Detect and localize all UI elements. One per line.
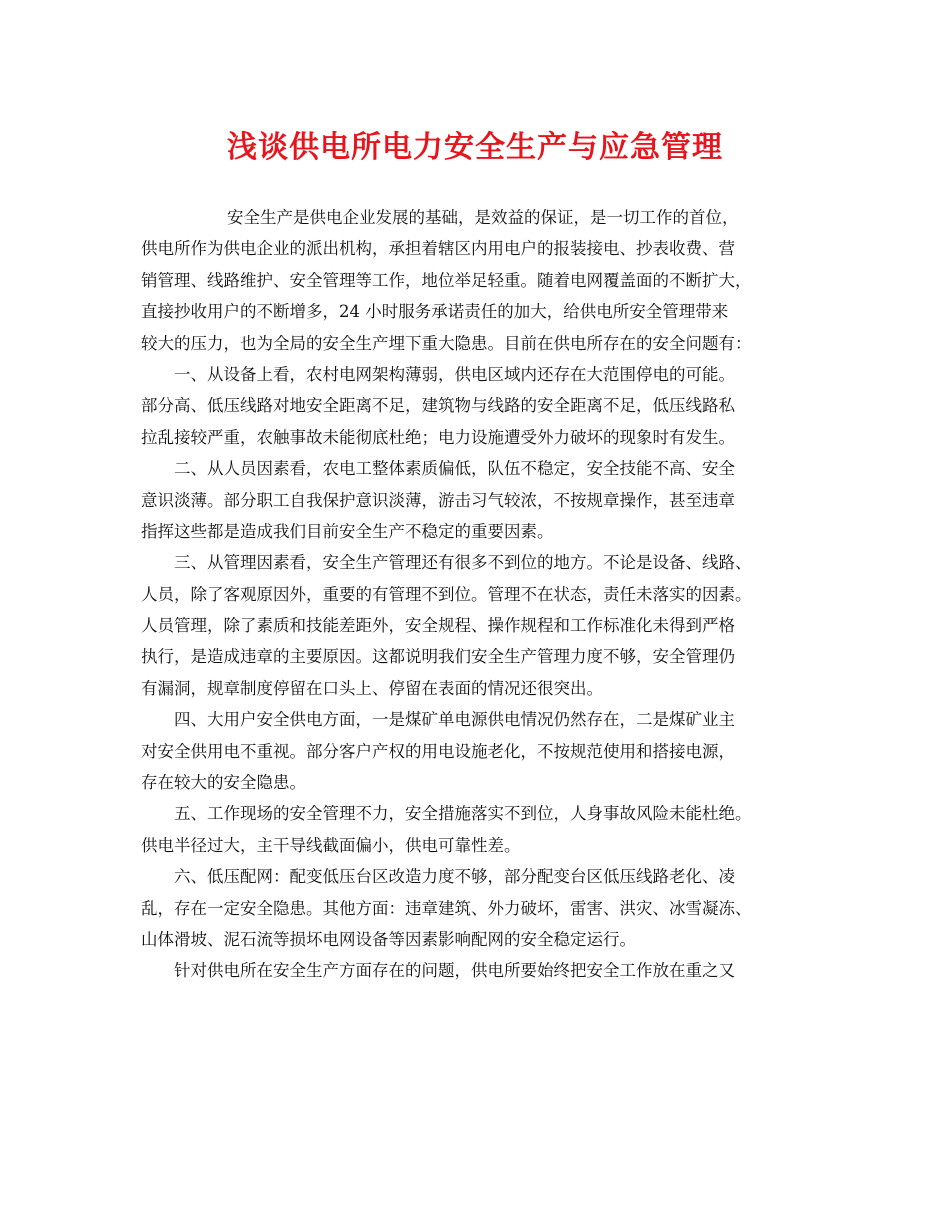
body-line: 人员，除了客观原因外，重要的有管理不到位。管理不在状态，责任未落实的因素。 <box>141 584 752 604</box>
document-title: 浅谈供电所电力安全生产与应急管理 <box>227 130 723 165</box>
body-line: 存在较大的安全隐患。 <box>141 773 306 793</box>
body-line: 指挥这些都是造成我们目前安全生产不稳定的重要因素。 <box>141 521 554 541</box>
body-line: 三、从管理因素看，安全生产管理还有很多不到位的地方。不论是设备、线路、 <box>174 553 752 573</box>
body-line: 有漏洞，规章制度停留在口头上、停留在表面的情况还很突出。 <box>141 678 603 698</box>
body-line: 较大的压力，也为全局的安全生产埋下重大隐患。目前在供电所存在的安全问题有： <box>141 333 752 353</box>
body-line: 乱，存在一定安全隐患。其他方面：违章建筑、外力破坏，雷害、洪灾、冰雪凝冻、 <box>141 898 752 918</box>
body-line: 供电半径过大，主干导线截面偏小，供电可靠性差。 <box>141 835 521 855</box>
body-line: 直接抄收用户的不断增多，24 小时服务承诺责任的加大，给供电所安全管理带来 <box>141 302 729 322</box>
body-line: 拉乱接较严重，农触事故未能彻底杜绝；电力设施遭受外力破坏的现象时有发生。 <box>141 427 735 447</box>
body-line: 五、工作现场的安全管理不力，安全措施落实不到位，人身事故风险未能杜绝。 <box>174 804 752 824</box>
body-line: 供电所作为供电企业的派出机构，承担着辖区内用电户的报装接电、抄表收费、营 <box>141 239 735 259</box>
body-line: 六、低压配网：配变低压台区改造力度不够，部分配变台区低压线路老化、凌 <box>174 867 735 887</box>
body-line: 一、从设备上看，农村电网架构薄弱，供电区域内还存在大范围停电的可能。 <box>174 364 735 384</box>
body-line: 四、大用户安全供电方面，一是煤矿单电源供电情况仍然存在，二是煤矿业主 <box>174 710 735 730</box>
body-line: 二、从人员因素看，农电工整体素质偏低，队伍不稳定，安全技能不高、安全 <box>174 459 735 479</box>
body-line: 意识淡薄。部分职工自我保护意识淡薄，游击习气较浓，不按规章操作，甚至违章 <box>141 490 735 510</box>
body-line: 人员管理，除了素质和技能差距外，安全规程、操作规程和工作标准化未得到严格 <box>141 616 735 636</box>
body-line: 执行，是造成违章的主要原因。这都说明我们安全生产管理力度不够，安全管理仍 <box>141 647 735 667</box>
document-body <box>141 202 831 987</box>
body-line: 部分高、低压线路对地安全距离不足，建筑物与线路的安全距离不足，低压线路私 <box>141 396 735 416</box>
body-line: 山体滑坡、泥石流等损坏电网设备等因素影响配网的安全稳定运行。 <box>141 929 636 949</box>
body-line: 对安全供用电不重视。部分客户产权的用电设施老化，不按规范使用和搭接电源， <box>141 741 735 761</box>
body-line: 安全生产是供电企业发展的基础，是效益的保证，是一切工作的首位， <box>227 208 739 227</box>
body-line: 销管理、线路维护、安全管理等工作，地位举足轻重。随着电网覆盖面的不断扩大， <box>141 270 752 290</box>
body-line: 针对供电所在安全生产方面存在的问题，供电所要始终把安全工作放在重之又 <box>174 961 735 981</box>
